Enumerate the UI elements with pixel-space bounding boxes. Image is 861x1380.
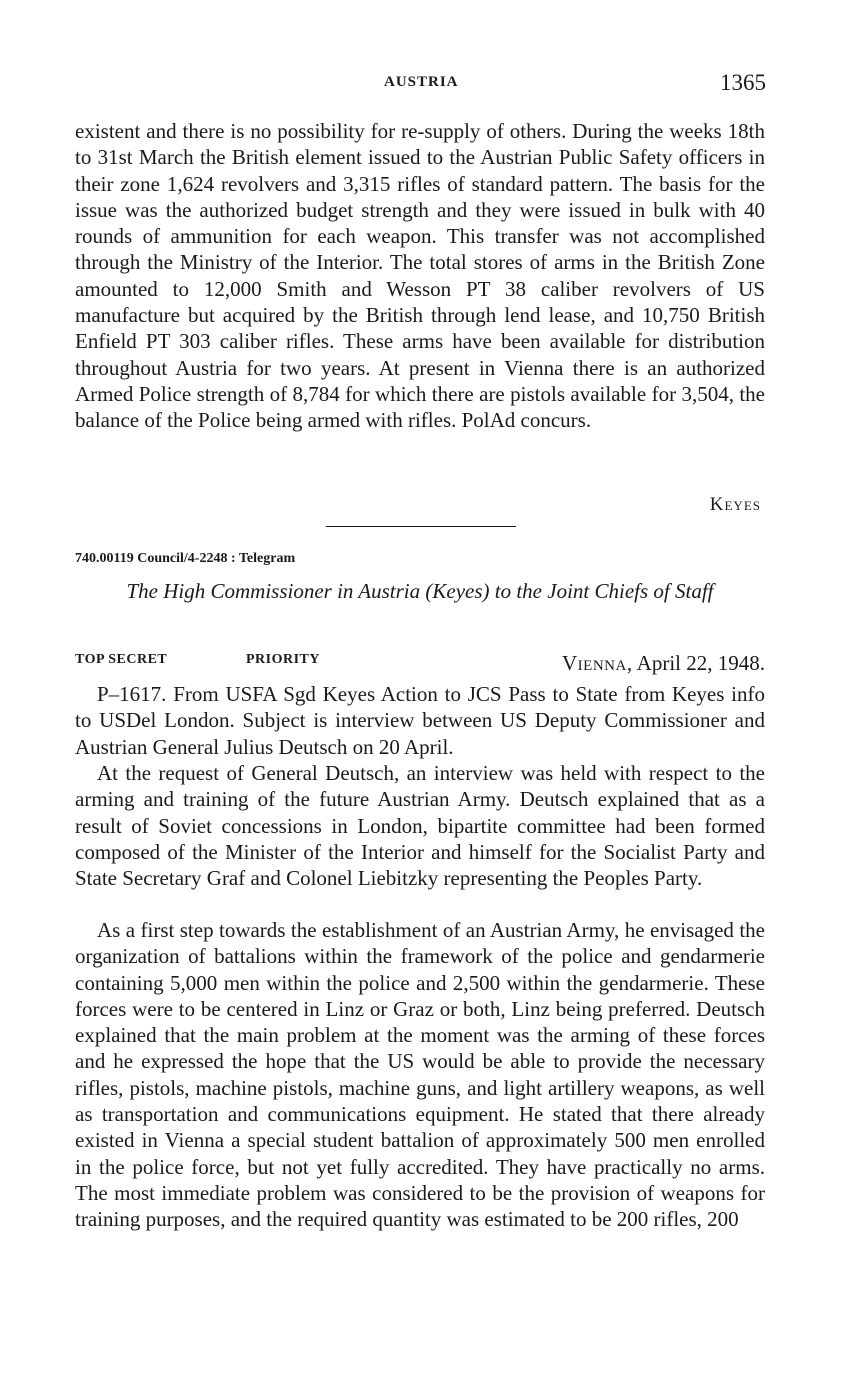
- body-paragraph: As a first step towards the establishment of an Austrian Army, he envisaged the organization of battalions within the framework of the police and gendarmerie containing 5,000 men within the police and 2,500 within the gendarmerie. These forces were to be centered in Linz or Graz or both, Linz being preferred. Deutsch explained that the main problem at the moment was the arming of these forces and he expressed the hope that the US would be able to provide the necessary rifles, pistols, machine pistols, machine guns, and light artillery weapons, as well as transportation and communications equipment. He stated that there already existed in Vienna a special student battalion of approximately 500 men enrolled in the police force, but not yet fully accredited. They have practically no arms. The most immediate problem was considered to be the provision of weapons for training purposes, and the required quantity was estimated to be 200 rifles, 200: [75, 918, 765, 1232]
- classification-label: TOP SECRET: [75, 652, 168, 667]
- page-number: 1365: [720, 70, 766, 95]
- body-paragraph: P–1617. From USFA Sgd Keyes Action to JCS Pass to State from Keyes info to USDel London. Subject is interview between US Deputy Commissioner and Austrian General Julius Deutsch on 20 April.: [75, 682, 765, 759]
- file-reference: 740.00119 Council/4-2248 : Telegram: [75, 551, 296, 566]
- document-title: The High Commissioner in Austria (Keyes) to the Joint Chiefs of Staff: [126, 579, 714, 603]
- dateline-date: April 22, 1948.: [636, 651, 765, 675]
- priority-label: PRIORITY: [246, 652, 321, 667]
- body-paragraph: At the request of General Deutsch, an interview was held with respect to the arming and training of the future Austrian Army. Deutsch explained that as a result of Soviet concessions in London, bipartite committee had been formed composed of the Minister of the Interior and himself for the Socialist Party and State Secretary Graf and Colonel Liebitzky representing the Peoples Party.: [75, 761, 765, 891]
- continuation-paragraph: existent and there is no possibility for re-supply of others. During the weeks 18th to 31st March the British element issued to the Austrian Public Safety officers in their zone 1,624 revolvers and 3,315 rifles of standard pattern. The basis for the issue was the authorized budget strength and they were issued in bulk with 40 rounds of ammunition for each weapon. This transfer was not accomplished through the Ministry of the Interior. The total stores of arms in the British Zone amounted to 12,000 Smith and Wesson PT 38 caliber revolvers of US manufacture but acquired by the British through lend lease, and 10,750 British Enfield PT 303 caliber rifles. These arms have been available for distribution throughout Austria for two years. At present in Vienna there is an authorized Armed Police strength of 8,784 for which there are pistols available for 3,504, the balance of the Police being armed with rifles. PolAd concurs.: [75, 119, 765, 433]
- dateline-place: Vienna,: [562, 651, 633, 675]
- section-divider: [326, 526, 516, 527]
- running-head: AUSTRIA: [384, 74, 459, 90]
- dateline: [562, 651, 765, 676]
- signature: Keyes: [709, 494, 761, 515]
